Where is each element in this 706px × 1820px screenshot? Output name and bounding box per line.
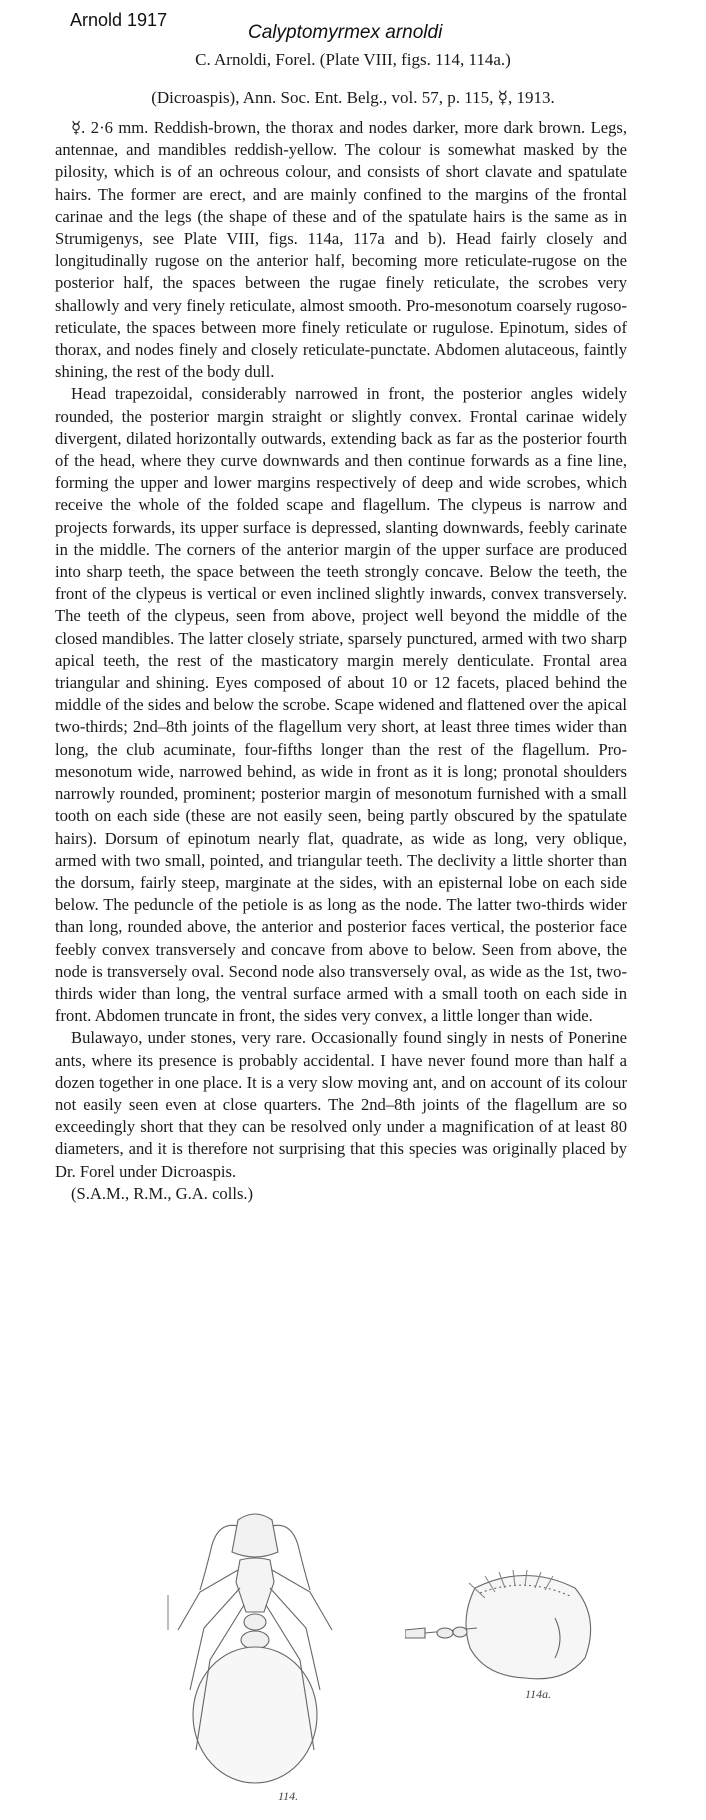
species-heading: Calyptomyrmex arnoldi <box>248 22 443 43</box>
species-title-line: C. Arnoldi, Forel. (Plate VIII, figs. 114, 114a.) <box>195 50 511 69</box>
figure-114a-label: 114a. <box>525 1687 552 1701</box>
author-year-label: Arnold 1917 <box>70 10 168 30</box>
citation-line: (Dicroaspis), Ann. Soc. Ent. Belg., vol. 57, p. 115, ☿, 1913. <box>151 88 555 107</box>
paragraph-morphology: Head trapezoidal, considerably narrowed in front, the posterior angles widely rounded, the posterior margin straight or slightly convex. Frontal carinae widely divergent, dilated horizontally outwards, extending back as far as the posterior fourth of the head, where they curve downwards and then continue forwards as a fine line, forming the upper and lower margins respectively of deep and wide scrobes, which receive the whole of the folded scape and flagellum. The clypeus is narrow and projects forwards, its upper surface is depressed, slanting downwards, feebly carinate in the middle. The corners of the anterior margin of the upper surface are produced into sharp teeth, the space between the teeth strongly concave. Below the teeth, the front of the clypeus is vertical or even inclined slightly inwards, convex transversely. The teeth of the clypeus, seen from above, project well beyond the middle of the closed mandibles. The latter closely striate, sparsely punctured, armed with two sharp apical teeth, the rest of the masticatory margin merely denticulate. Frontal area triangular and shining. Eyes composed of about 10 or 12 facets, placed behind the middle of the sides and below the scrobe. Scape widened and flattened over the apical two-thirds; 2nd–8th joints of the flagellum very short, at least three times wider than long, the club acuminate, four-fifths longer than the rest of the flagellum. Pro-mesonotum wide, narrowed behind, as wide in front as it is long; pronotal shoulders narrowly rounded, prominent; posterior margin of mesonotum furnished with a small tooth on each side (these are not easily seen, being partly obscured by the spatulate hairs). Dorsum of epinotum nearly flat, quadrate, as wide as long, very oblique, armed with two small, pointed, and triangular teeth. The declivity a little shorter than the dorsum, fairly steep, marginate at the sides, with an episternal lobe on each side below. The peduncle of the petiole is as long as the node. The latter two-thirds wider than long, rounded above, the anterior and posterior faces vertical, the posterior face feebly convex transversely and concave from above to below. Seen from above, the node is transversely oval. Second node also transversely oval, as wide as the 1st, two-thirds wider than long, the ventral surface armed with a small tooth on each side in front. Abdomen truncate in front, the sides very convex, a little longer than wide. <box>55 384 627 1026</box>
figure-114-label: 114. <box>278 1789 299 1803</box>
paragraph-coloration: ☿. 2·6 mm. Reddish-brown, the thorax and nodes darker, more dark brown. Legs, antennae, and mandibles reddish-yellow. The colour is somewhat masked by the pilosity, which is of an ochreous colour, and consists of short clavate and spatulate hairs. The former are erect, and are mainly confined to the margins of the frontal carinae and the legs (the shape of these and of the spatulate hairs is the same as in Strumigenys, see Plate VIII, figs. 114a, 117a and b). Head fairly closely and longitudinally rugose on the anterior half, becoming more reticulate-rugose on the posterior half, the spaces between the rugae finely reticulate, the scrobes very shallowly and very finely reticulate, almost smooth. Pro-mesonotum coarsely rugoso-reticulate, the spaces between more finely reticulate or rugulose. Epinotum, sides of thorax, and nodes finely and closely reticulate-punctate. Abdomen alutaceous, faintly shining, the rest of the body dull. <box>55 118 627 382</box>
collections-note: (S.A.M., R.M., G.A. colls.) <box>71 1183 254 1203</box>
head-lateral-figure <box>405 1558 600 1708</box>
paragraph-habitat: Bulawayo, under stones, very rare. Occasionally found singly in nests of Ponerine ants, where its presence is probably accidental. I have never found more than half a dozen together in one place. It is a very slow moving ant, and on account of its colour not easily seen even at close quarters. The 2nd–8th joints of the flagellum are so exceedingly short that they can be resolved only under a magnification of at least 80 diameters, and it is therefore not surprising that this species was originally placed by Dr. Forel under Dicroaspis. <box>55 1028 627 1181</box>
ant-dorsal-figure <box>160 1500 350 1810</box>
description-text <box>55 117 627 1205</box>
